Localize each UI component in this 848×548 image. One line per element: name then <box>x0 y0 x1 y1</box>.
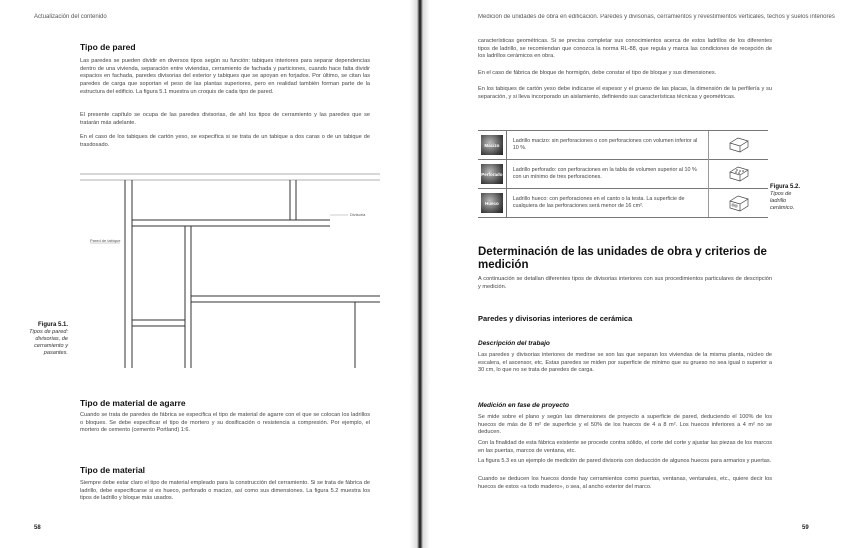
plan-label-2: Divisoria <box>350 212 366 217</box>
table-row <box>478 131 768 160</box>
right-paragraph-9: Cuando se deducen los huecos donde hay cerramientos como puertas, ventanas, ventanales, etc., quiere decir los huecos de estos «a todo madero», o sea, al ancho exterior del marco. <box>478 476 772 490</box>
brick-photo-macizo: Macizo <box>481 135 503 155</box>
table-cell-text: Ladrillo macizo: sin perforaciones o con perforaciones con volumen inferior al 10 %. <box>506 131 709 160</box>
left-page <box>0 0 410 548</box>
table-row <box>478 160 768 189</box>
figure-5-2-caption <box>770 184 802 212</box>
brick-photo-perforado: Perforado <box>481 164 503 184</box>
right-paragraph-7: Con la finalidad de esta fábrica existente se procede contra sólido, el corte del corte y ajustar las piezas de los marcos en las puertas, marcos de ventana, etc. <box>478 440 772 454</box>
heading-tipo-material: Tipo de material <box>80 465 146 475</box>
figure-5-1-text: Tipos de pared: divisorias, de cerramiento y pasantes. <box>29 329 68 356</box>
right-page <box>430 0 848 548</box>
right-paragraph-8: La figura 5.3 es un ejemplo de medición de pared divisoria con deducción de algunos huecos para armarios y puertas. <box>478 458 772 464</box>
solid-brick-icon <box>728 136 750 154</box>
heading-tipo-pared: Tipo de pared <box>80 42 136 52</box>
plan-label-1: Pared de tabique <box>90 238 121 243</box>
left-running-head: Actualización del contenido <box>34 14 107 20</box>
heading-material-agarre: Tipo de material de agarre <box>80 398 186 408</box>
right-paragraph-5: Las paredes y divisorias interiores de medirse se son las que separan los viviendas de la misma planta, núcleo de escalera, el ascensor, etc. Estas paredes se miden por superficie de minimo que su grueso no sea igual o superior a 30 cm, lo que no se trata de paredes de carga. <box>478 352 772 374</box>
left-page-number: 58 <box>34 525 41 531</box>
heading-paredes: Paredes y divisorias interiores de cerámica <box>478 314 633 323</box>
right-running-head: Medición de unidades de obra en edificación. Paredes y divisorias, cerramientos y revestimientos verticales, techos y suelos interiores <box>478 14 835 20</box>
left-paragraph-2: El presente capítulo se ocupa de las paredes divisorias, de ahí los tipos de cerramiento y las paredes que se tratarán más adelante. <box>80 112 370 126</box>
left-paragraph-3: En el caso de los tabiques de cartón yeso, se especifica si se trata de un tabique a dos caras o de un tabique de trasdosado. <box>80 134 370 148</box>
figure-5-1-caption <box>24 322 68 357</box>
right-paragraph-3: En los tabiques de cartón yeso debe indicarse el espesor y el grueso de las placas, la dimensión de la perfilería y su separación, y si lleva incorporado un aislamiento, definiendo sus características técnicas y geométricas. <box>478 86 772 100</box>
heading-determinacion: Determinación de las unidades de obra y criterios de medición <box>478 246 767 271</box>
hollow-brick-icon <box>728 193 750 213</box>
brick-types-table <box>478 130 768 218</box>
figure-5-2-number: Figura 5.2. <box>770 184 801 190</box>
book-spine <box>410 0 430 548</box>
table-row <box>478 189 768 218</box>
right-paragraph-4: A continuación se detallan diferentes tipos de divisorias interiores con sus procedimientos particulares de descripción y medición. <box>478 276 772 290</box>
left-paragraph-1: Las paredes se pueden dividir en diversos tipos según su función: tabiques interiores para separar dependencias dentro de una vivienda, separación entre viviendas, cerramiento de fachada y particiones, cuando hace falta dividir espacios en fachada, paredes divisorias del exterior y tabiques que se apoyan en forjados. Por último, se citan las paredes de carga que soportan el peso de las plantas superiores, pero en realidad también forman parte de la estructura del edificio. La figura 5.1 muestra un croquis de cada tipo de pared. <box>80 58 370 95</box>
table-cell-text: Ladrillo hueco: con perforaciones en el canto o la testa. La superficie de cualquiera de las perforaciones será menor de 16 cm². <box>506 189 709 218</box>
floor-plan-figure <box>80 168 380 368</box>
figure-5-2-text: Tipos de ladrillo cerámico. <box>770 191 795 211</box>
right-paragraph-1: características geométricas. Si se precisa completar sus conocimientos acerca de estos ladrillos de los diferentes tipos de ladrillo, se recomiendan que conozca la norma RL-88, que regula y marca las condiciones de recepción de los ladrillos cerámicos en obra. <box>478 38 772 60</box>
right-paragraph-6: Se mide sobre el plano y según las dimensiones de proyecto a superficie de pared, deduciendo el 100% de los huecos de más de 8 m² de superficie y el 50% de los huecos de 4 a 8 m². Los huecos inferiores a 4 m² no se deducen. <box>478 414 772 436</box>
heading-descripcion: Descripción del trabajo <box>478 340 550 347</box>
brick-photo-hueco: Hueco <box>481 193 503 213</box>
table-cell-text: Ladrillo perforado: con perforaciones en la tabla de volumen superior al 10 % con un mínimo de tres perforaciones. <box>506 160 709 189</box>
right-paragraph-2: En el caso de fábrica de bloque de hormigón, debe constar el tipo de bloque y sus dimensiones. <box>478 70 717 76</box>
figure-5-1-number: Figura 5.1. <box>37 322 68 328</box>
right-page-number: 59 <box>802 525 809 531</box>
heading-medicion: Medición en fase de proyecto <box>478 402 570 409</box>
left-paragraph-4: Cuando se trata de paredes de fábrica se especifica el tipo de material de agarre con el que se colocan los ladrillos o bloques. Se debe especificar el tipo de mortero y su dosificación o resistencia a compresión. Por ejemplo, el mortero de cemento (cemento Portland) 1:6. <box>80 412 370 434</box>
left-paragraph-5: Siempre debe estar claro el tipo de material empleado para la construcción del cerramiento. Si se trata de fábrica de ladrillo, debe especificarse si es hueco, perforado o macizo, así como sus dimensiones. La figura 5.2 muestra los tipos de ladrillo y bloque más usados. <box>80 480 370 502</box>
perforated-brick-icon <box>728 165 750 183</box>
